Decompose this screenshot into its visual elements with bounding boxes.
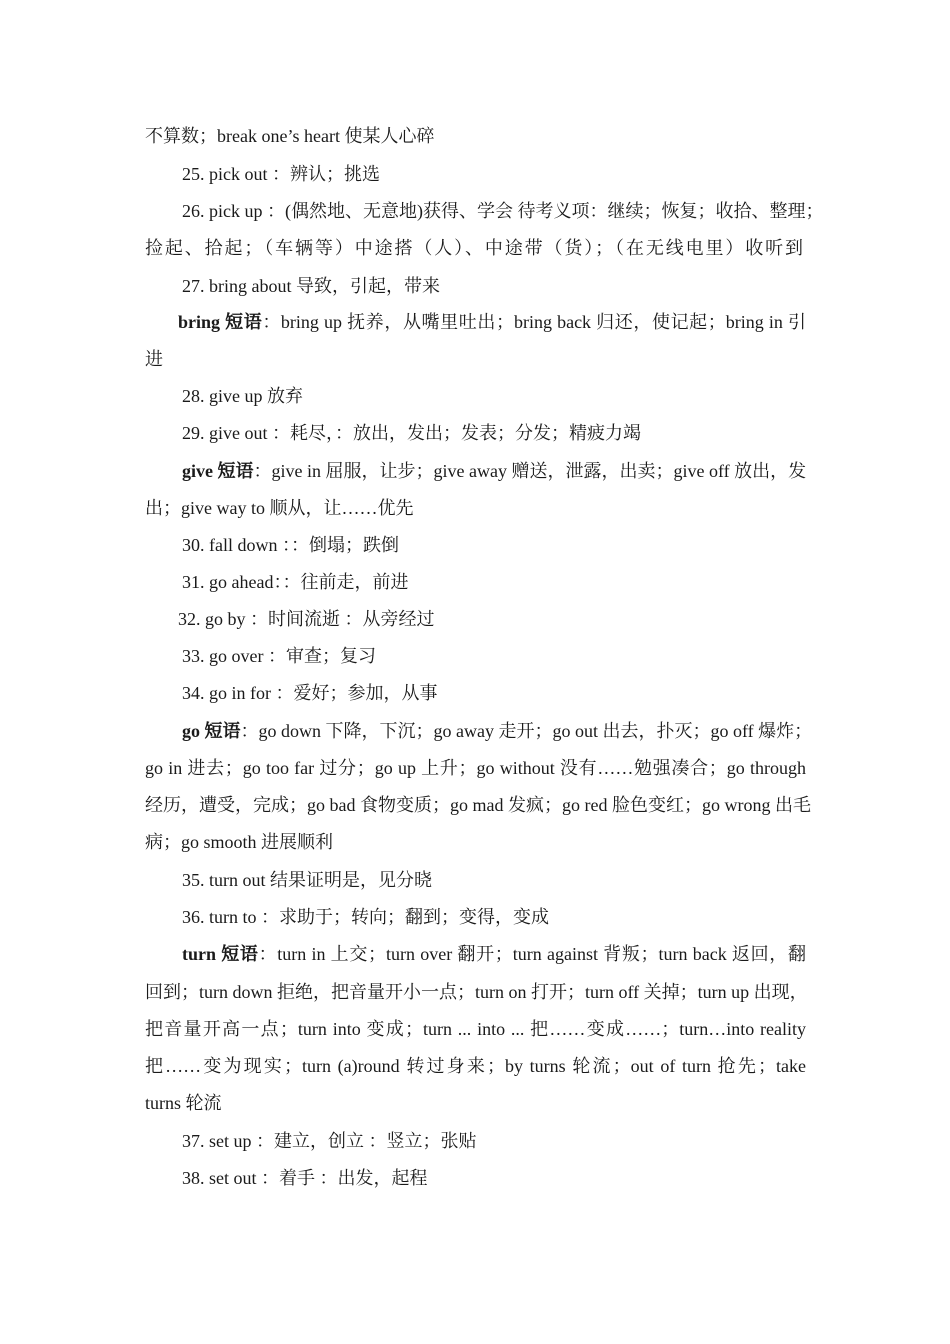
item-26: 26. pick up ：(偶然地、无意地)获得、学会 待考义项：继续；恢复；收拾、整理； <box>182 201 824 221</box>
text-line: 捡起、拾起；（车辆等）中途搭（人）、中途带（货）；（在无线电里）收听到 <box>145 238 803 258</box>
item-28: 28. give up 放弃 <box>182 386 303 406</box>
item-32: 32. go by ：时间流逝 ：从旁经过 <box>178 609 435 629</box>
text-line: go in 进去；go too far 过分；go up 上升；go without 没有……勉强凑合；go through <box>145 758 806 778</box>
item-37: 37. set up ：建立，创立 ：竖立；张贴 <box>182 1131 477 1151</box>
item-36: 36. turn to ：求助于；转向；翻到；变得，变成 <box>182 907 549 927</box>
item-29: 29. give out ：耗尽，：放出，发出；发表；分发；精疲力竭 <box>182 423 641 443</box>
go-phrases: go 短语：go down 下降，下沉；go away 走开；go out 出去，扑灭；go off 爆炸； <box>182 721 813 741</box>
item-35: 35. turn out 结果证明是，见分晓 <box>182 870 432 890</box>
bring-phrases: bring 短语：bring up 抚养，从嘴里吐出；bring back 归还，使记起；bring in 引 <box>178 312 806 332</box>
item-34: 34. go in for ：爱好；参加，从事 <box>182 683 438 703</box>
text-line: 不算数；break one’s heart 使某人心碎 <box>145 126 435 146</box>
item-27: 27. bring about 导致，引起，带来 <box>182 276 440 296</box>
item-30: 30. fall down ：：倒塌；跌倒 <box>182 535 399 555</box>
text-line: turns 轮流 <box>145 1093 222 1113</box>
give-phrases: give 短语：give in 屈服，让步；give away 赠送，泄露，出卖；give off 放出，发 <box>182 461 807 481</box>
text-line: 把……变为现实；turn (a)round 转过身来；by turns 轮流；out of turn 抢先；take <box>145 1056 806 1076</box>
item-33: 33. go over ：审查；复习 <box>182 646 376 666</box>
text-line: 进 <box>145 349 163 369</box>
turn-phrases-heading: turn 短语 <box>182 944 259 964</box>
go-phrases-heading: go 短语 <box>182 721 241 741</box>
item-38: 38. set out ：着手 ：出发，起程 <box>182 1168 428 1188</box>
text-line: 经历，遭受，完成；go bad 食物变质；go mad 发疯；go red 脸色变红；go wrong 出毛 <box>145 795 811 815</box>
text-line: 回到；turn down 拒绝，把音量开小一点；turn on 打开；turn off 关掉；turn up 出现， <box>145 982 808 1002</box>
item-31: 31. go ahead：：往前走，前进 <box>182 572 409 592</box>
turn-phrases: turn 短语：turn in 上交；turn over 翻开；turn against 背叛；turn back 返回，翻 <box>182 944 806 964</box>
bring-phrases-heading: bring 短语 <box>178 312 263 332</box>
text-line: 病；go smooth 进展顺利 <box>145 832 334 852</box>
text-line: 把音量开高一点；turn into 变成；turn ... into ... 把……变成……；turn…into reality <box>145 1019 806 1039</box>
text-line: 出；give way to 顺从，让……优先 <box>145 498 414 518</box>
item-25: 25. pick out ：辨认；挑选 <box>182 164 380 184</box>
give-phrases-heading: give 短语 <box>182 461 254 481</box>
